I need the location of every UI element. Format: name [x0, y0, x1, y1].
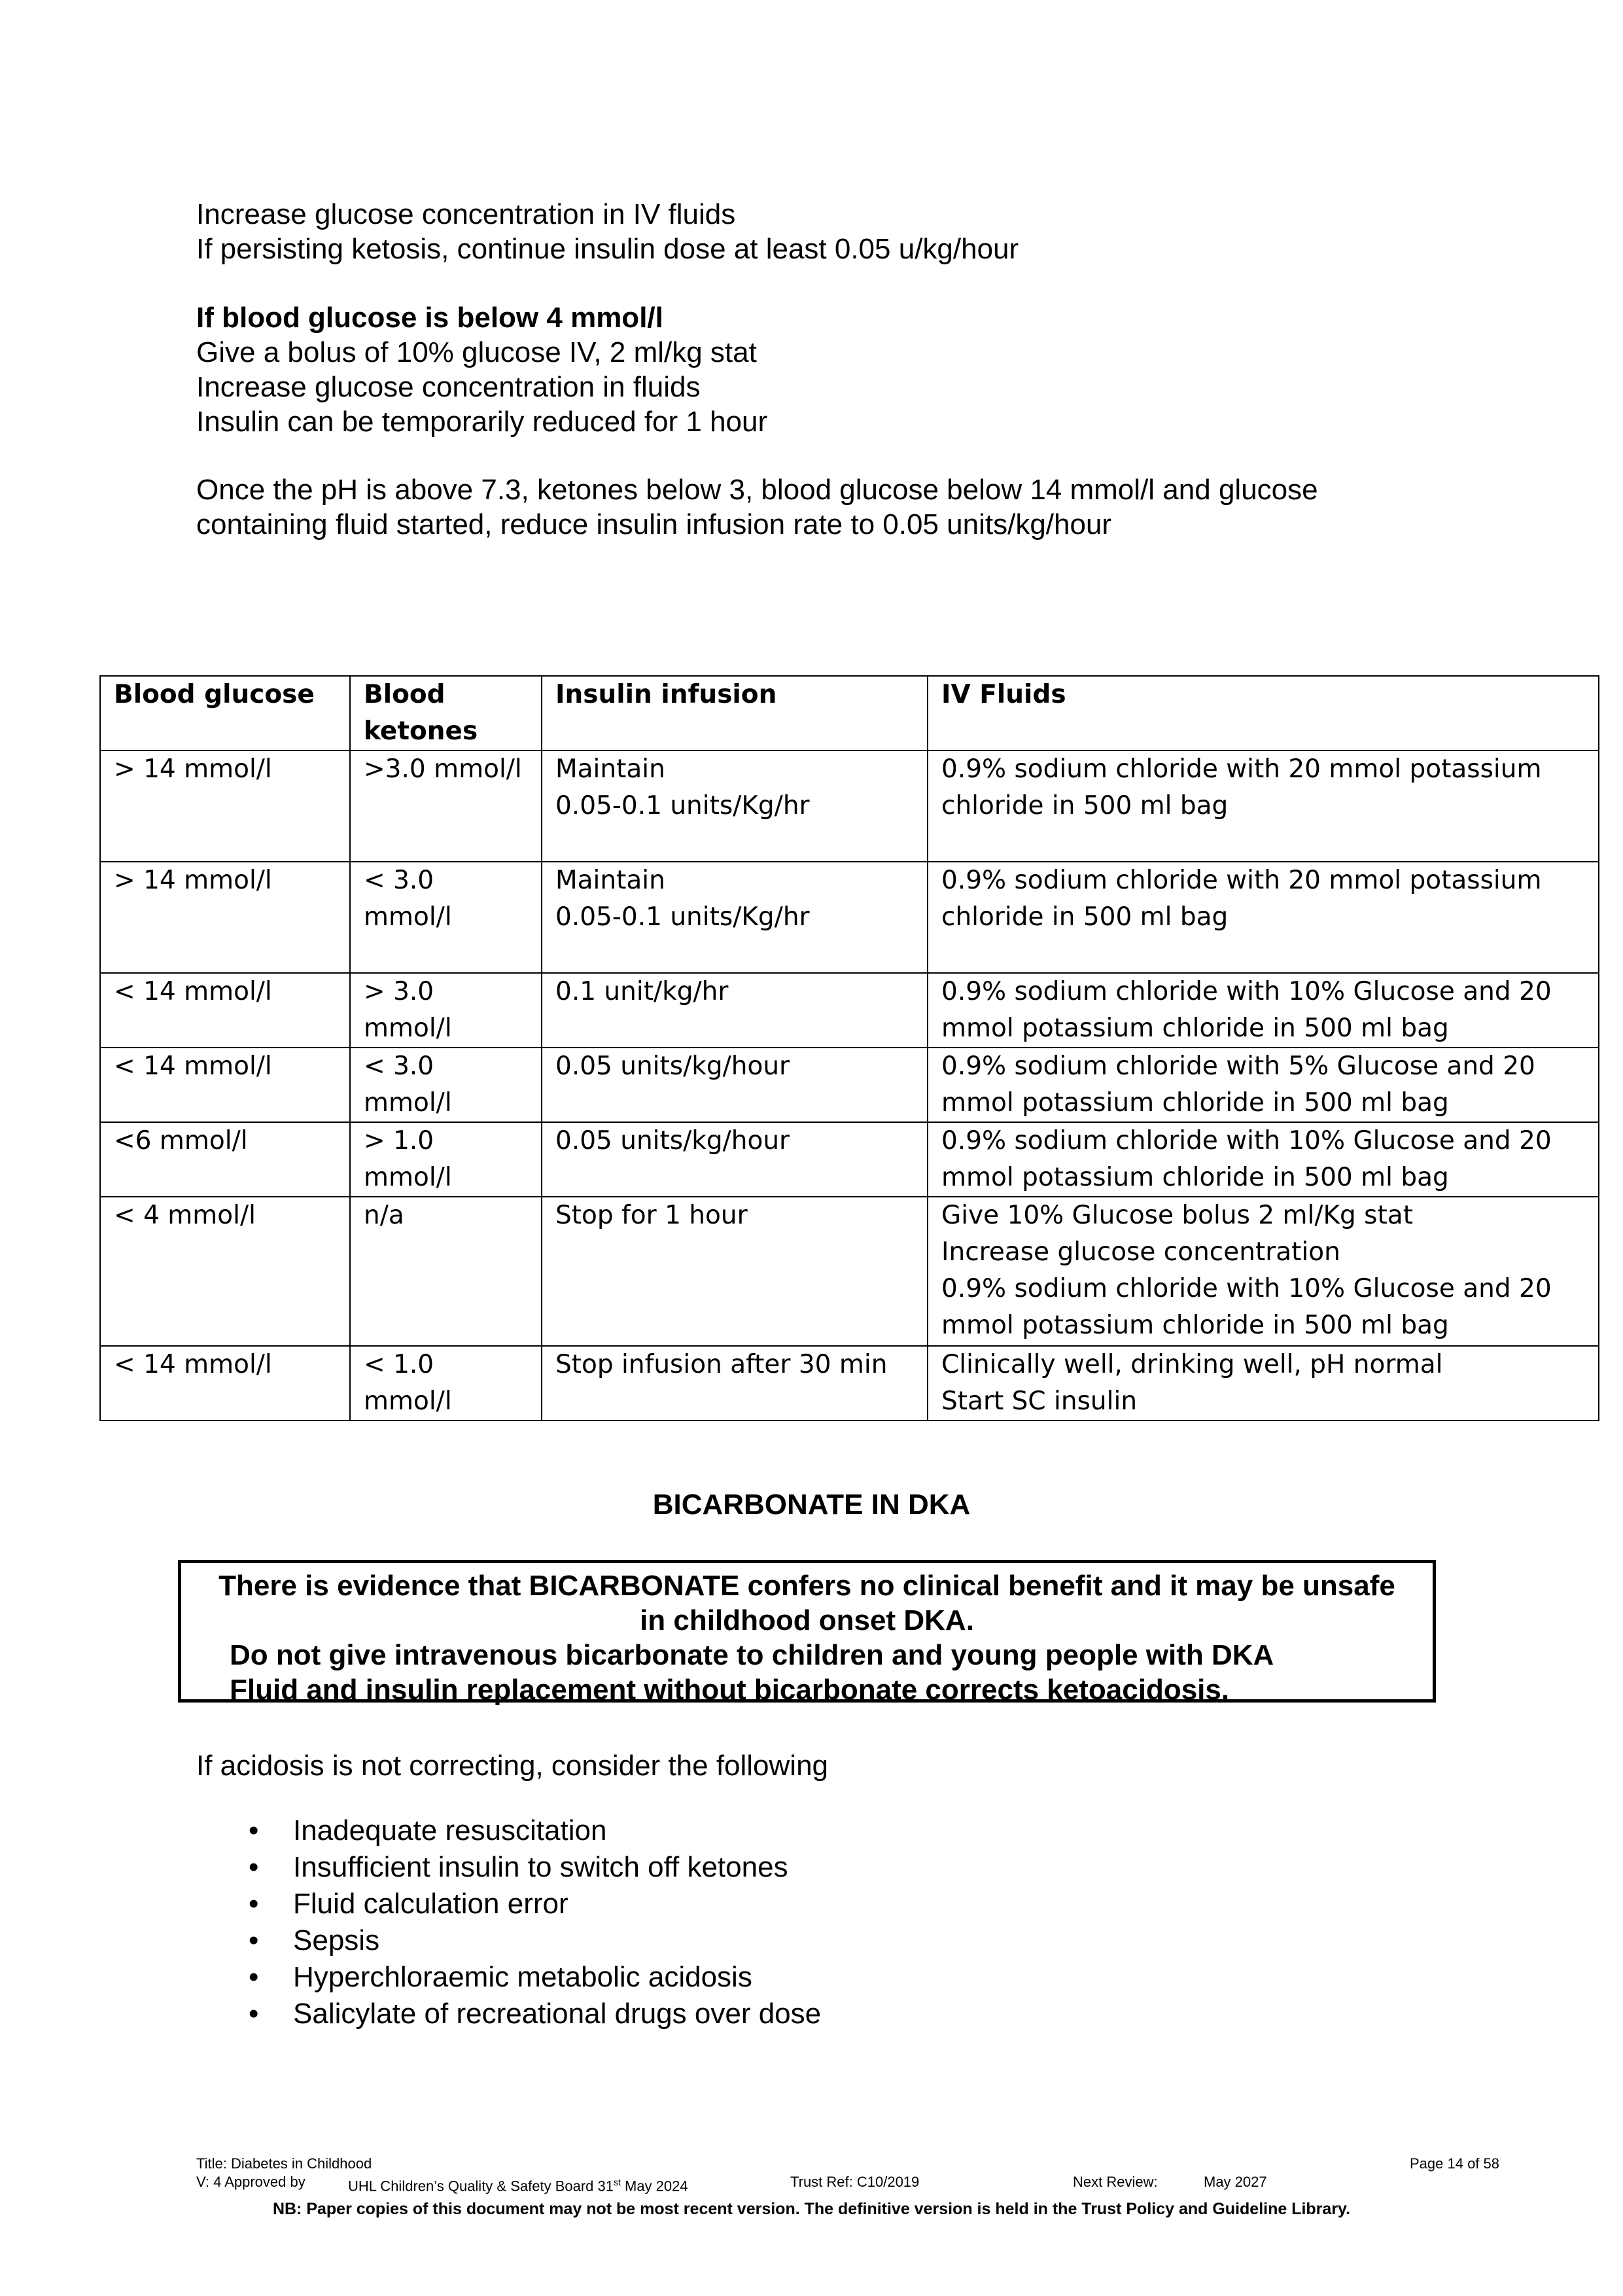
- cell-ketones: < 3.0 mmol/l: [350, 862, 542, 973]
- acidosis-causes-list: [249, 1812, 821, 2032]
- warning-line: Do not give intravenous bicarbonate to children and young people with DKA: [230, 1639, 1274, 1671]
- footer-title: Title: Diabetes in Childhood: [196, 2155, 372, 2172]
- insulin-line: 0.1 unit/kg/hr: [555, 977, 729, 1006]
- cell-ketones: >3.0 mmol/l: [350, 751, 542, 862]
- bullet-icon: •: [249, 1961, 259, 1993]
- footer-next-review-date: May 2027: [1204, 2174, 1267, 2190]
- cell-fluids: [928, 1346, 1599, 1421]
- cell-glucose: < 14 mmol/l: [100, 1346, 350, 1421]
- footer-version: V: 4 Approved by: [196, 2174, 305, 2190]
- table-row: [100, 1197, 1599, 1346]
- acidosis-intro: [196, 1748, 828, 1783]
- footer-page-number: Page 14 of 58: [1410, 2155, 1500, 2172]
- list-item: [249, 1849, 821, 1886]
- bicarbonate-heading: BICARBONATE IN DKA: [652, 1489, 971, 1521]
- table-row: [100, 751, 1599, 862]
- reduce-insulin-paragraph: [196, 472, 1318, 542]
- list-item: [249, 1996, 821, 2032]
- list-item-text: Fluid calculation error: [293, 1888, 568, 1920]
- bullet-icon: •: [249, 1814, 259, 1846]
- intro-line: Increase glucose concentration in IV fluids: [196, 198, 736, 230]
- cell-ketones: n/a: [350, 1197, 542, 1346]
- low-glucose-section: [196, 300, 767, 439]
- cell-fluids: [928, 751, 1599, 862]
- insulin-line: 0.05-0.1 units/Kg/hr: [555, 791, 810, 821]
- intro-line: If persisting ketosis, continue insulin dose at least 0.05 u/kg/hour: [196, 233, 1019, 265]
- table-row: [100, 1048, 1599, 1122]
- footer-approved-sup: st: [613, 2177, 621, 2187]
- list-item: [249, 1886, 821, 1922]
- low-glucose-line: Insulin can be temporarily reduced for 1 hour: [196, 406, 768, 438]
- insulin-line: 0.05 units/kg/hour: [555, 1051, 790, 1081]
- fluids-line: Increase glucose concentration: [941, 1237, 1340, 1267]
- intro-paragraph: [196, 197, 1019, 266]
- table-row: [100, 973, 1599, 1048]
- footer-disclaimer: NB: Paper copies of this document may not be most recent version. The definitive version is held in the Trust Policy and Guideline Library.: [272, 2200, 1351, 2218]
- cell-ketones: > 1.0 mmol/l: [350, 1122, 542, 1197]
- low-glucose-heading: If blood glucose is below 4 mmol/l: [196, 302, 663, 334]
- header-blood-ketones: Blood ketones: [350, 676, 542, 751]
- table-header-row: [100, 676, 1599, 751]
- bullet-icon: •: [249, 1924, 259, 1956]
- list-item: [249, 1922, 821, 1959]
- list-item-text: Inadequate resuscitation: [293, 1814, 607, 1846]
- list-item-text: Insufficient insulin to switch off ketones: [293, 1851, 788, 1883]
- cell-fluids: [928, 1122, 1599, 1197]
- footer-approved: [348, 2173, 688, 2195]
- bullet-icon: •: [249, 1888, 259, 1920]
- list-item: [249, 1812, 821, 1849]
- low-glucose-line: Increase glucose concentration in fluids: [196, 371, 701, 403]
- list-item: [249, 1959, 821, 1996]
- table-row: [100, 862, 1599, 973]
- cell-insulin: [542, 1122, 928, 1197]
- footer-trust-ref: Trust Ref: C10/2019: [790, 2174, 920, 2190]
- reduce-line: Once the pH is above 7.3, ketones below 3, blood glucose below 14 mmol/l and glucose: [196, 474, 1318, 506]
- fluids-line: 0.9% sodium chloride with 10% Glucose and 20 mmol potassium chloride in 500 ml bag: [941, 977, 1552, 1043]
- cell-insulin: [542, 1346, 928, 1421]
- footer-next-review-label: Next Review:: [1073, 2174, 1158, 2190]
- cell-fluids: [928, 862, 1599, 973]
- list-item-text: Salicylate of recreational drugs over dose: [293, 1998, 822, 2030]
- cell-insulin: [542, 751, 928, 862]
- cell-fluids: [928, 1048, 1599, 1122]
- fluids-line: 0.9% sodium chloride with 10% Glucose and 20 mmol potassium chloride in 500 ml bag: [941, 1126, 1552, 1192]
- insulin-line: 0.05-0.1 units/Kg/hr: [555, 902, 810, 932]
- footer-line-1: [196, 2155, 1505, 2173]
- cell-glucose: < 14 mmol/l: [100, 1048, 350, 1122]
- insulin-line: Stop infusion after 30 min: [555, 1350, 888, 1379]
- fluids-line: 0.9% sodium chloride with 20 mmol potassium chloride in 500 ml bag: [941, 866, 1542, 932]
- insulin-line: Maintain: [555, 754, 665, 784]
- list-item-text: Hyperchloraemic metabolic acidosis: [293, 1961, 752, 1993]
- insulin-line: Stop for 1 hour: [555, 1201, 748, 1230]
- warning-line: There is evidence that BICARBONATE confers no clinical benefit and it may be unsafe: [218, 1570, 1395, 1602]
- cell-glucose: <6 mmol/l: [100, 1122, 350, 1197]
- reduce-line: containing fluid started, reduce insulin infusion rate to 0.05 units/kg/hour: [196, 508, 1112, 540]
- fluids-line: Start SC insulin: [941, 1386, 1138, 1416]
- cell-ketones: < 1.0 mmol/l: [350, 1346, 542, 1421]
- dka-management-table: [99, 675, 1599, 1421]
- footer-line-2: [196, 2173, 1505, 2195]
- fluids-line: Give 10% Glucose bolus 2 ml/Kg stat: [941, 1201, 1413, 1230]
- cell-insulin: [542, 862, 928, 973]
- warning-line: in childhood onset DKA.: [640, 1604, 974, 1636]
- cell-fluids: [928, 1197, 1599, 1346]
- cell-insulin: [542, 1048, 928, 1122]
- fluids-line: 0.9% sodium chloride with 5% Glucose and 20 mmol potassium chloride in 500 ml bag: [941, 1051, 1535, 1118]
- table-row: [100, 1346, 1599, 1421]
- fluids-line: 0.9% sodium chloride with 20 mmol potassium chloride in 500 ml bag: [941, 754, 1542, 821]
- footer-approved-tail: May 2024: [620, 2178, 688, 2195]
- cell-fluids: [928, 973, 1599, 1048]
- bullet-icon: •: [249, 1851, 259, 1883]
- cell-ketones: > 3.0 mmol/l: [350, 973, 542, 1048]
- footer-approved-body: UHL Children’s Quality & Safety Board 31: [348, 2178, 614, 2195]
- cell-glucose: > 14 mmol/l: [100, 862, 350, 973]
- insulin-line: 0.05 units/kg/hour: [555, 1126, 790, 1156]
- list-item-text: Sepsis: [293, 1924, 380, 1956]
- low-glucose-line: Give a bolus of 10% glucose IV, 2 ml/kg stat: [196, 336, 757, 368]
- cell-glucose: > 14 mmol/l: [100, 751, 350, 862]
- warning-line: Fluid and insulin replacement without bicarbonate corrects ketoacidosis.: [230, 1674, 1230, 1706]
- bicarbonate-warning-box: [178, 1560, 1436, 1706]
- cell-ketones: < 3.0 mmol/l: [350, 1048, 542, 1122]
- table-row: [100, 1122, 1599, 1197]
- cell-insulin: [542, 973, 928, 1048]
- bullet-icon: •: [249, 1998, 259, 2030]
- insulin-line: Maintain: [555, 866, 665, 895]
- fluids-line: 0.9% sodium chloride with 10% Glucose and 20 mmol potassium chloride in 500 ml bag: [941, 1274, 1552, 1340]
- header-blood-glucose: Blood glucose: [100, 676, 350, 751]
- cell-glucose: < 4 mmol/l: [100, 1197, 350, 1346]
- cell-insulin: [542, 1197, 928, 1346]
- header-iv-fluids: IV Fluids: [928, 676, 1599, 751]
- cell-glucose: < 14 mmol/l: [100, 973, 350, 1048]
- header-insulin-infusion: Insulin infusion: [542, 676, 928, 751]
- acidosis-intro-text: If acidosis is not correcting, consider the following: [196, 1750, 829, 1782]
- fluids-line: Clinically well, drinking well, pH normal: [941, 1350, 1443, 1379]
